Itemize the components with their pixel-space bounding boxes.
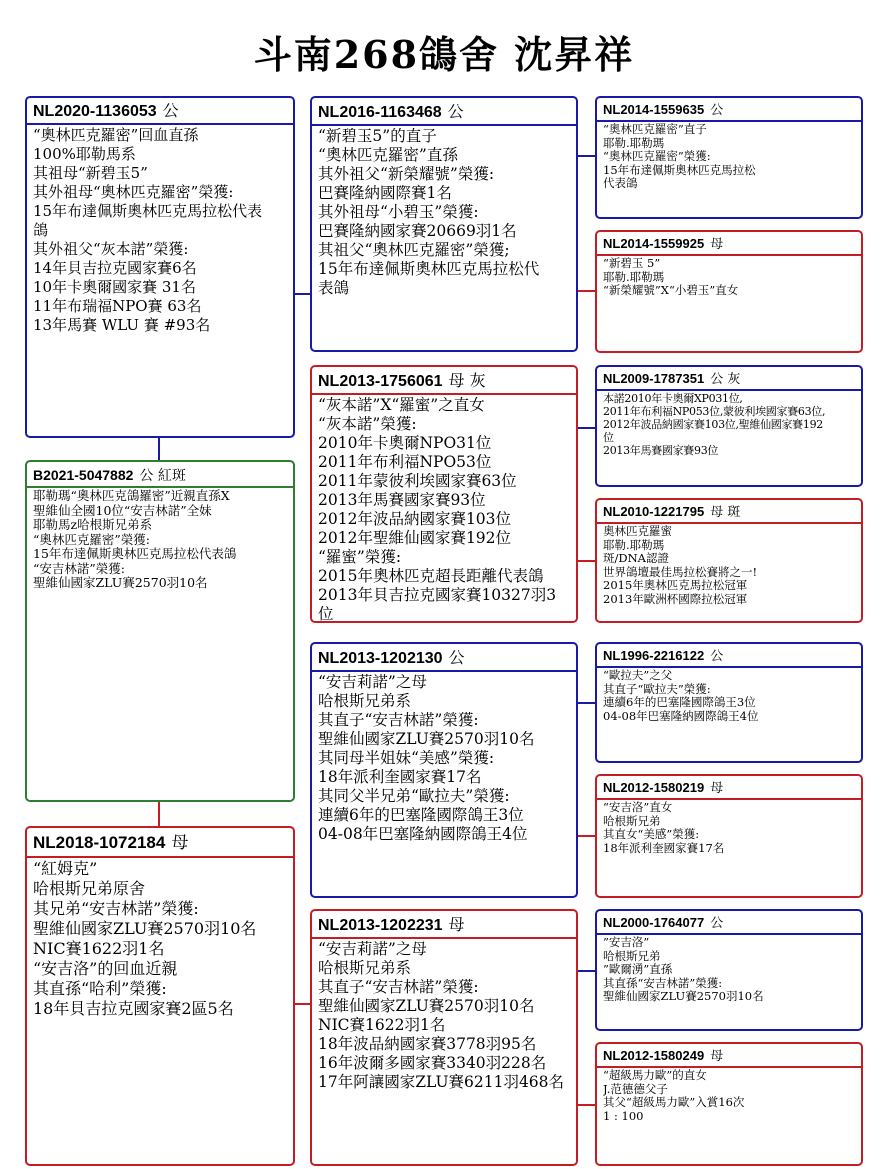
note-line: 位: [603, 431, 614, 444]
note-line: 其祖母“新碧玉5”: [33, 164, 148, 182]
subject-card: [25, 460, 295, 802]
sex-color: 母: [171, 833, 189, 853]
card-header: [597, 500, 861, 524]
sex-color: 公: [710, 103, 724, 118]
connector-ss-sss: [578, 155, 595, 157]
note-line: 18年派利奎國家賽17名: [603, 841, 725, 855]
card-header: [597, 98, 861, 122]
card-header: [312, 98, 576, 126]
note-line: 其同父半兄弟“歐拉夫”榮獲:: [318, 787, 510, 805]
ssd-card: [595, 230, 863, 353]
note-line: 耶勒瑪“奧林匹克鴿羅密”近親直孫X: [33, 489, 230, 503]
note-line: 哈根斯兄弟原舍: [33, 879, 146, 898]
note-line: 其直子“安吉林諾”榮獲:: [318, 711, 479, 729]
sex-color: 公 灰: [710, 372, 741, 387]
sire-card: [25, 96, 295, 438]
note-line: 13年馬賽 WLU 賽 #93名: [33, 316, 211, 334]
note-line: 哈根斯兄弟: [603, 949, 661, 963]
ring-number: NL2013-1756061: [318, 373, 443, 390]
note-line: 耶勒馬z哈根斯兄弟系: [33, 518, 153, 532]
note-line: “灰本諾”X“羅蜜”之直女: [318, 396, 485, 414]
note-line: 2011年布利福NPO53位: [318, 453, 492, 471]
note-line: 表鴿: [318, 279, 350, 297]
note-line: “新碧玉5”的直子: [318, 127, 437, 145]
card-notes: [597, 122, 861, 191]
note-line: 18年波品納國家賽3778羽95名: [318, 1035, 537, 1053]
note-line: 連續6年的巴塞隆國際鴿王3位: [603, 696, 756, 709]
sex-color: 公: [710, 649, 724, 664]
connector-ss-ssd: [578, 290, 595, 292]
ring-number: NL2010-1221795: [603, 504, 705, 519]
page-title: 斗南268鴿舍 沈昇祥: [253, 32, 635, 77]
ring-number: NL2013-1202130: [318, 650, 443, 667]
note-line: “奧林匹克羅密”直孫: [318, 146, 458, 164]
card-notes: [27, 125, 293, 335]
connector-sd-sdd: [578, 560, 595, 562]
ring-number: NL2009-1787351: [603, 371, 705, 386]
sdd-card: [595, 498, 863, 623]
note-line: 2011年蒙彼利埃國家賽63位: [318, 472, 517, 490]
card-header: [27, 462, 293, 488]
sex-color: 母: [448, 915, 465, 934]
ring-number: NL2014-1559925: [603, 236, 705, 251]
card-header: [312, 367, 576, 395]
note-line: 2011年布利福NP053位,蒙彼利埃國家賽63位,: [603, 405, 826, 418]
note-line: 04-08年巴塞隆納國際鴿王4位: [318, 825, 528, 843]
dam-sire-card: [310, 642, 578, 898]
connector-ds-dsd: [578, 835, 595, 837]
note-line: “奧林匹克羅密”榮獲:: [33, 532, 150, 547]
card-header: [597, 1044, 861, 1068]
note-line: “安吉莉諾”之母: [318, 673, 427, 691]
note-line: 其直子“歐拉夫”榮獲:: [603, 682, 711, 696]
note-line: 其外祖父“新榮耀號”榮獲:: [318, 165, 495, 183]
note-line: 2012年波品納國家賽103位,聖維仙國家賽192: [603, 418, 823, 431]
card-header: [597, 911, 861, 935]
ring-number: NL2014-1559635: [603, 102, 705, 117]
note-line: 2010年卡奧爾NPO31位: [318, 434, 492, 452]
note-line: 2015年奧林匹克馬拉松冠軍: [603, 579, 748, 592]
ring-number: NL2012-1580249: [603, 1048, 705, 1063]
note-line: 2015年奧林匹克超長距離代表鴿: [318, 567, 544, 585]
note-line: 世界鴿壇最佳馬拉松賽將之一!: [603, 565, 758, 579]
note-line: 18年派利奎國家賽17名: [318, 768, 482, 786]
sex-color: 公: [447, 102, 464, 121]
note-line: NIC賽1622羽1名: [318, 1016, 446, 1034]
note-line: 耶勒.耶勒瑪: [603, 136, 665, 150]
note-line: 18年貝吉拉克國家賽2區5名: [33, 999, 234, 1018]
card-notes: [312, 672, 576, 844]
note-line: 其同母半姐妹“美感”榮獲:: [318, 749, 495, 767]
note-line: 聖維仙國家ZLU賽2570羽10名: [603, 990, 764, 1003]
card-notes: [27, 858, 293, 1019]
sex-color: 公: [162, 101, 179, 120]
card-notes: [597, 524, 861, 606]
note-line: 本諾2010年卡奧爾XP031位,: [603, 392, 743, 405]
note-line: 連續6年的巴塞隆國際鴿王3位: [318, 806, 524, 824]
sex-color: 母: [710, 237, 724, 252]
sex-color: 母 灰: [448, 371, 486, 390]
connector-sd-sds: [578, 427, 595, 429]
sex-color: 公: [710, 916, 724, 931]
note-line: 其直子“安吉林諾”榮獲:: [318, 978, 479, 996]
ring-number: NL2000-1764077: [603, 915, 705, 930]
note-line: J.范德德父子: [603, 1082, 668, 1096]
dss-card: [595, 642, 863, 763]
note-line: 1 : 100: [603, 1109, 644, 1123]
connector-dd-ddd: [578, 1104, 595, 1106]
dds-card: [595, 909, 863, 1031]
card-notes: [597, 935, 861, 1004]
ring-number: B2021-5047882: [33, 467, 134, 483]
sex-color: 母: [710, 1049, 724, 1064]
ring-number: NL1996-2216122: [603, 648, 705, 663]
ddd-card: [595, 1042, 863, 1166]
note-line: 聖維仙國家ZLU賽2570羽10名: [33, 919, 257, 938]
note-line: 哈根斯兄弟: [603, 814, 661, 828]
note-line: 2013年馬賽國家賽93位: [603, 444, 719, 457]
connector-sire-subject: [158, 438, 160, 460]
note-line: 其直女“美感”榮獲:: [603, 828, 700, 841]
ring-number: NL2013-1202231: [318, 917, 443, 934]
sex-color: 母 斑: [710, 505, 741, 520]
note-line: 耶勒.耶勒瑪: [603, 270, 665, 284]
note-line: “安吉莉諾”之母: [318, 940, 427, 958]
card-header: [312, 644, 576, 672]
card-notes: [27, 488, 293, 591]
note-line: 2012年聖維仙國家賽192位: [318, 529, 512, 547]
connector-sire-ss: [295, 293, 310, 295]
note-line: 斑/DNA認證: [603, 552, 669, 565]
note-line: 其外祖父“灰本諾”榮獲:: [33, 240, 189, 258]
sss-card: [595, 96, 863, 219]
note-line: 其直孫“安吉林諾”榮獲:: [603, 976, 723, 990]
note-line: “灰本諾”榮獲:: [318, 415, 417, 433]
note-line: 16年波爾多國家賽3340羽228名: [318, 1054, 547, 1072]
note-line: 04-08年巴塞隆納國際鴿王4位: [603, 709, 759, 723]
note-line: 聖維仙國家ZLU賽2570羽10名: [318, 997, 535, 1015]
sex-color: 公: [448, 648, 465, 667]
card-notes: [597, 800, 861, 855]
ring-number: NL2020-1136053: [33, 103, 157, 120]
note-line: ”歐爾湧”直孫: [603, 963, 673, 976]
card-header: [597, 232, 861, 256]
card-header: [27, 828, 293, 858]
card-notes: [597, 1068, 861, 1123]
dam-dam-card: [310, 909, 578, 1166]
sire-dam-card: [310, 365, 578, 623]
note-line: 聖維仙國家ZLU賽2570羽10名: [318, 730, 535, 748]
note-line: 10年卡奧爾國家賽 31名: [33, 278, 196, 296]
note-line: 2013年歐洲杯國際拉松冠軍: [603, 592, 748, 606]
note-line: “安吉洛”的回血近親: [33, 959, 178, 978]
card-header: [312, 911, 576, 939]
note-line: “安吉林諾”榮獲:: [33, 561, 125, 576]
note-line: 其直孫“哈利”榮獲:: [33, 979, 167, 998]
note-line: 2012年波品納國家賽103位: [318, 510, 512, 528]
connector-dd-dds: [578, 970, 595, 972]
card-header: [597, 644, 861, 668]
note-line: 巴賽隆納國際賽1名: [318, 184, 452, 202]
sire-sire-card: [310, 96, 578, 352]
note-line: “超級馬力歐”的直女: [603, 1069, 707, 1082]
note-line: 11年布瑞福NPO賽 63名: [33, 297, 202, 315]
card-notes: [312, 939, 576, 1092]
ring-number: NL2012-1580219: [603, 780, 705, 795]
note-line: 100%耶勒馬系: [33, 145, 136, 163]
card-notes: [597, 668, 861, 723]
note-line: 14年貝吉拉克國家賽6名: [33, 259, 197, 277]
note-line: 奧林匹克羅蜜: [603, 525, 672, 538]
note-line: 17年阿讓國家ZLU賽6211羽468名: [318, 1073, 565, 1091]
note-line: 其外祖母“小碧玉”榮獲:: [318, 203, 479, 221]
note-line: “奧林匹克羅密”榮獲:: [603, 150, 711, 163]
note-line: 位: [318, 605, 334, 623]
note-line: “奧林匹克羅密”回血直孫: [33, 126, 199, 144]
card-notes: [312, 126, 576, 298]
note-line: 其父“超級馬力歐”入賞16次: [603, 1096, 745, 1109]
sds-card: [595, 365, 863, 487]
note-line: “歐拉夫”之父: [603, 669, 673, 682]
card-header: [27, 98, 293, 125]
note-line: 15年布達佩斯奧林匹克馬拉松代表鴿: [33, 547, 237, 561]
note-line: 其兄弟“安吉林諾”榮獲:: [33, 899, 199, 918]
note-line: 2013年貝吉拉克國家賽10327羽3: [318, 586, 557, 604]
note-line: 耶勒.耶勒瑪: [603, 538, 665, 552]
note-line: 鴿: [33, 221, 49, 239]
note-line: 2013年馬賽國家賽93位: [318, 491, 486, 509]
connector-ds-dss: [578, 702, 595, 704]
note-line: 其祖父“奧林匹克羅密”榮獲;: [318, 241, 510, 259]
note-line: “新碧玉 5”: [603, 257, 661, 270]
note-line: 聖維仙國家ZLU賽2570羽10名: [33, 576, 208, 590]
note-line: 哈根斯兄弟系: [318, 692, 412, 710]
ring-number: NL2016-1163468: [318, 104, 442, 121]
connector-dam-subject: [158, 802, 160, 826]
sex-color: 母: [710, 781, 724, 796]
card-notes: [597, 391, 861, 457]
note-line: “紅姆克”: [33, 859, 98, 878]
note-line: “奧林匹克羅密”直子: [603, 123, 707, 136]
note-line: 15年布達佩斯奧林匹克馬拉松代: [318, 260, 540, 278]
card-notes: [597, 256, 861, 298]
card-notes: [312, 395, 576, 623]
sex-color: 公 紅斑: [139, 468, 186, 484]
note-line: 聖維仙全國10位“安吉林諾”全妹: [33, 503, 212, 518]
card-header: [597, 776, 861, 800]
note-line: 15年布達佩斯奧林匹克馬拉松代表: [33, 202, 263, 220]
note-line: ”安吉洛”: [603, 936, 650, 949]
dam-card: [25, 826, 295, 1166]
note-line: “安吉洛”直女: [603, 801, 673, 814]
ring-number: NL2018-1072184: [33, 833, 166, 852]
note-line: 哈根斯兄弟系: [318, 959, 412, 977]
card-header: [597, 367, 861, 391]
note-line: “新榮耀號”X“小碧玉”直女: [603, 284, 739, 297]
dsd-card: [595, 774, 863, 898]
note-line: “羅蜜”榮獲:: [318, 548, 402, 566]
note-line: 巴賽隆納國家賽20669羽1名: [318, 222, 517, 240]
note-line: 代表鴿: [603, 177, 638, 190]
note-line: 其外祖母“奧林匹克羅密”榮獲:: [33, 183, 234, 201]
note-line: 15年布達佩斯奧林匹克馬拉松: [603, 163, 756, 177]
note-line: NIC賽1622羽1名: [33, 939, 165, 958]
connector-dam-dd: [295, 1003, 310, 1005]
